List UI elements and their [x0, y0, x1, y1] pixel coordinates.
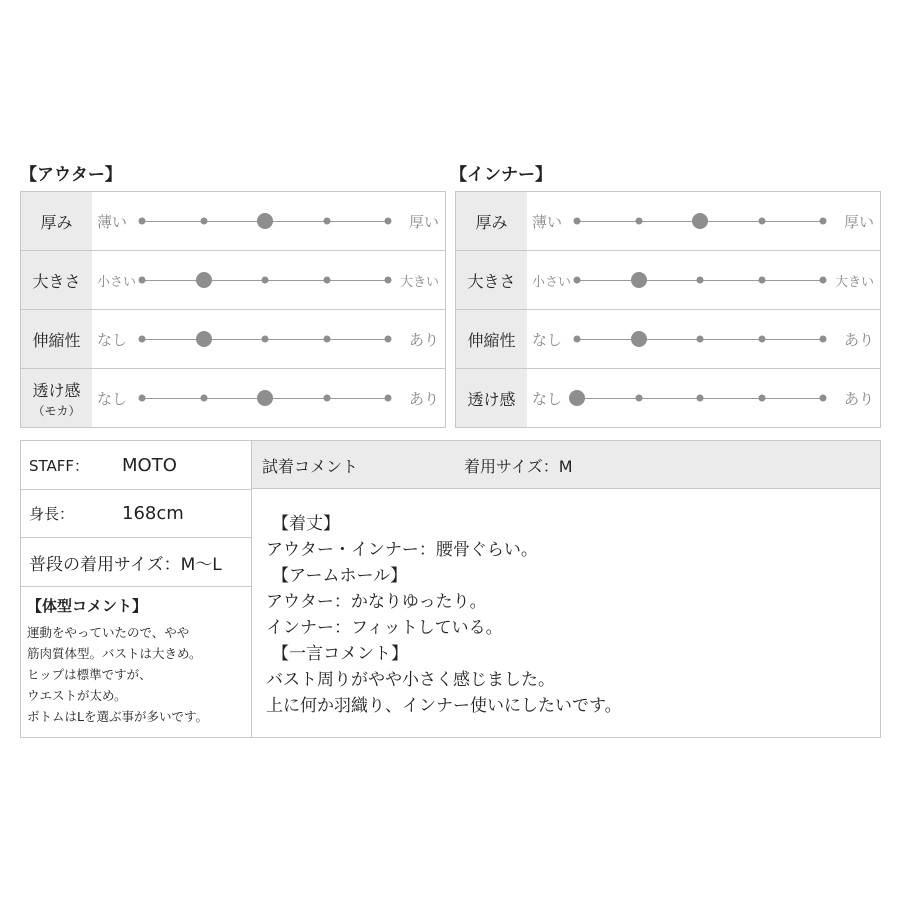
- worn-size: 着用サイズ：M: [464, 457, 573, 476]
- scale-row: [456, 369, 880, 428]
- scale-high-label: あり: [843, 389, 874, 408]
- scale-track: [92, 251, 445, 309]
- comment-heading: 【アームホール】: [272, 566, 408, 586]
- comment-line: アウター：かなりゆったり。: [266, 592, 487, 612]
- scale-marker-selected: [196, 272, 212, 288]
- scale-dot: [385, 277, 392, 284]
- comment-title: 試着コメント: [262, 457, 359, 476]
- scale-marker-selected: [692, 213, 708, 229]
- scale-high-label: あり: [843, 330, 874, 349]
- scale-label-text: 伸縮性: [467, 330, 516, 350]
- scale-dot: [758, 395, 765, 402]
- scale-label: [21, 192, 92, 250]
- scale-marker-selected: [257, 213, 273, 229]
- scale-marker-selected: [196, 331, 212, 347]
- scale-dot: [200, 218, 207, 225]
- scale-high-label: 厚い: [843, 212, 874, 231]
- comment-heading: 【着丈】: [272, 514, 340, 534]
- scale-low-label: なし: [97, 389, 128, 408]
- inner-section-title: 【インナー】: [450, 165, 552, 185]
- scale-dot: [635, 395, 642, 402]
- comment-line: 上に何か羽織り、インナー使いにしたいです。: [266, 696, 622, 716]
- scale-label: [21, 310, 92, 368]
- scale-marker-selected: [631, 331, 647, 347]
- scale-dot: [323, 336, 330, 343]
- scale-dot: [697, 277, 704, 284]
- scale-dot: [385, 336, 392, 343]
- scale-dot: [758, 218, 765, 225]
- scale-low-label: 小さい: [532, 274, 572, 290]
- comment-line: インナー：フィットしている。: [266, 618, 503, 638]
- scale-dot: [385, 395, 392, 402]
- scale-dot: [758, 277, 765, 284]
- scale-dot: [820, 395, 827, 402]
- scale-label: [456, 369, 527, 427]
- scale-dot: [139, 395, 146, 402]
- scale-dot: [758, 336, 765, 343]
- scale-track: [527, 369, 880, 427]
- scale-dot: [697, 336, 704, 343]
- height-value: 168cm: [122, 503, 184, 524]
- staff-profile: [21, 441, 252, 737]
- scale-track: [92, 369, 445, 427]
- scale-dot: [200, 395, 207, 402]
- outer-scale-table: [20, 191, 446, 428]
- scale-label-text: 厚み: [40, 212, 73, 232]
- scale-high-label: 厚い: [408, 212, 439, 231]
- scale-label-text: 透け感: [467, 389, 516, 409]
- scale-row: [456, 310, 880, 369]
- scale-label-text: 大きさ: [32, 271, 81, 291]
- staff-height-row: [21, 490, 251, 538]
- scale-low-label: なし: [532, 389, 563, 408]
- scale-track: [527, 192, 880, 250]
- scale-marker-selected: [631, 272, 647, 288]
- scale-row: [21, 251, 445, 310]
- scale-dot: [139, 277, 146, 284]
- scale-high-label: あり: [408, 389, 439, 408]
- scale-track: [92, 192, 445, 250]
- scale-sublabel: （モカ）: [32, 403, 81, 418]
- scale-high-label: あり: [408, 330, 439, 349]
- scale-dot: [820, 336, 827, 343]
- scale-row: [21, 369, 445, 428]
- scale-low-label: 小さい: [97, 274, 137, 290]
- fitting-comment: [252, 441, 880, 737]
- scale-track: [92, 310, 445, 368]
- scale-dot: [323, 218, 330, 225]
- body-type-title: 【体型コメント】: [27, 597, 148, 615]
- scale-dot: [574, 336, 581, 343]
- staff-name-row: [21, 441, 251, 490]
- scale-track: [527, 310, 880, 368]
- scale-row: [21, 310, 445, 369]
- scale-row: [456, 192, 880, 251]
- scale-high-label: 大きい: [399, 274, 439, 290]
- scale-low-label: なし: [532, 330, 563, 349]
- scale-dot: [139, 336, 146, 343]
- staff-review-box: [20, 440, 881, 738]
- scale-dot: [635, 218, 642, 225]
- scale-marker-selected: [569, 390, 585, 406]
- scale-label-text: 透け感: [32, 380, 81, 400]
- scale-marker-selected: [257, 390, 273, 406]
- scale-dot: [262, 277, 269, 284]
- body-type-text: 運動をやっていたので、やや 筋肉質体型。バストは大きめ。 ヒップは標準ですが、 ウエストが太め。 ボトムはLを選ぶ事が多いです。: [27, 625, 208, 724]
- comment-heading: 【一言コメント】: [272, 644, 408, 664]
- scale-dot: [820, 277, 827, 284]
- scale-dot: [385, 218, 392, 225]
- scale-track: [527, 251, 880, 309]
- body-type-comment: [21, 587, 251, 737]
- scale-label: [21, 369, 92, 427]
- comment-header: [252, 441, 880, 489]
- scale-label: [456, 192, 527, 250]
- usual-size-row: [21, 538, 251, 587]
- scale-dot: [697, 395, 704, 402]
- comment-lines: [266, 511, 622, 719]
- scale-dot: [262, 336, 269, 343]
- outer-section-title: 【アウター】: [20, 165, 122, 185]
- scale-label: [456, 251, 527, 309]
- scale-low-label: 薄い: [532, 212, 563, 231]
- scale-label-text: 大きさ: [467, 271, 516, 291]
- usual-size: 普段の着用サイズ：M〜L: [29, 554, 222, 575]
- scale-low-label: なし: [97, 330, 128, 349]
- scale-low-label: 薄い: [97, 212, 128, 231]
- comment-line: バスト周りがやや小さく感じました。: [266, 670, 555, 690]
- scale-row: [21, 192, 445, 251]
- scale-dot: [820, 218, 827, 225]
- scale-high-label: 大きい: [834, 274, 874, 290]
- height-key: 身長：: [29, 505, 75, 523]
- scale-label: [21, 251, 92, 309]
- scale-dot: [323, 395, 330, 402]
- staff-name: MOTO: [122, 454, 177, 476]
- scale-dot: [139, 218, 146, 225]
- scale-dot: [574, 277, 581, 284]
- scale-label-text: 伸縮性: [32, 330, 81, 350]
- scale-dot: [323, 277, 330, 284]
- scale-row: [456, 251, 880, 310]
- scale-dot: [574, 218, 581, 225]
- comment-line: アウター・インナー：腰骨ぐらい。: [266, 540, 538, 560]
- staff-key: STAFF：: [29, 456, 90, 475]
- scale-label-text: 厚み: [475, 212, 508, 232]
- inner-scale-table: [455, 191, 881, 428]
- scale-label: [456, 310, 527, 368]
